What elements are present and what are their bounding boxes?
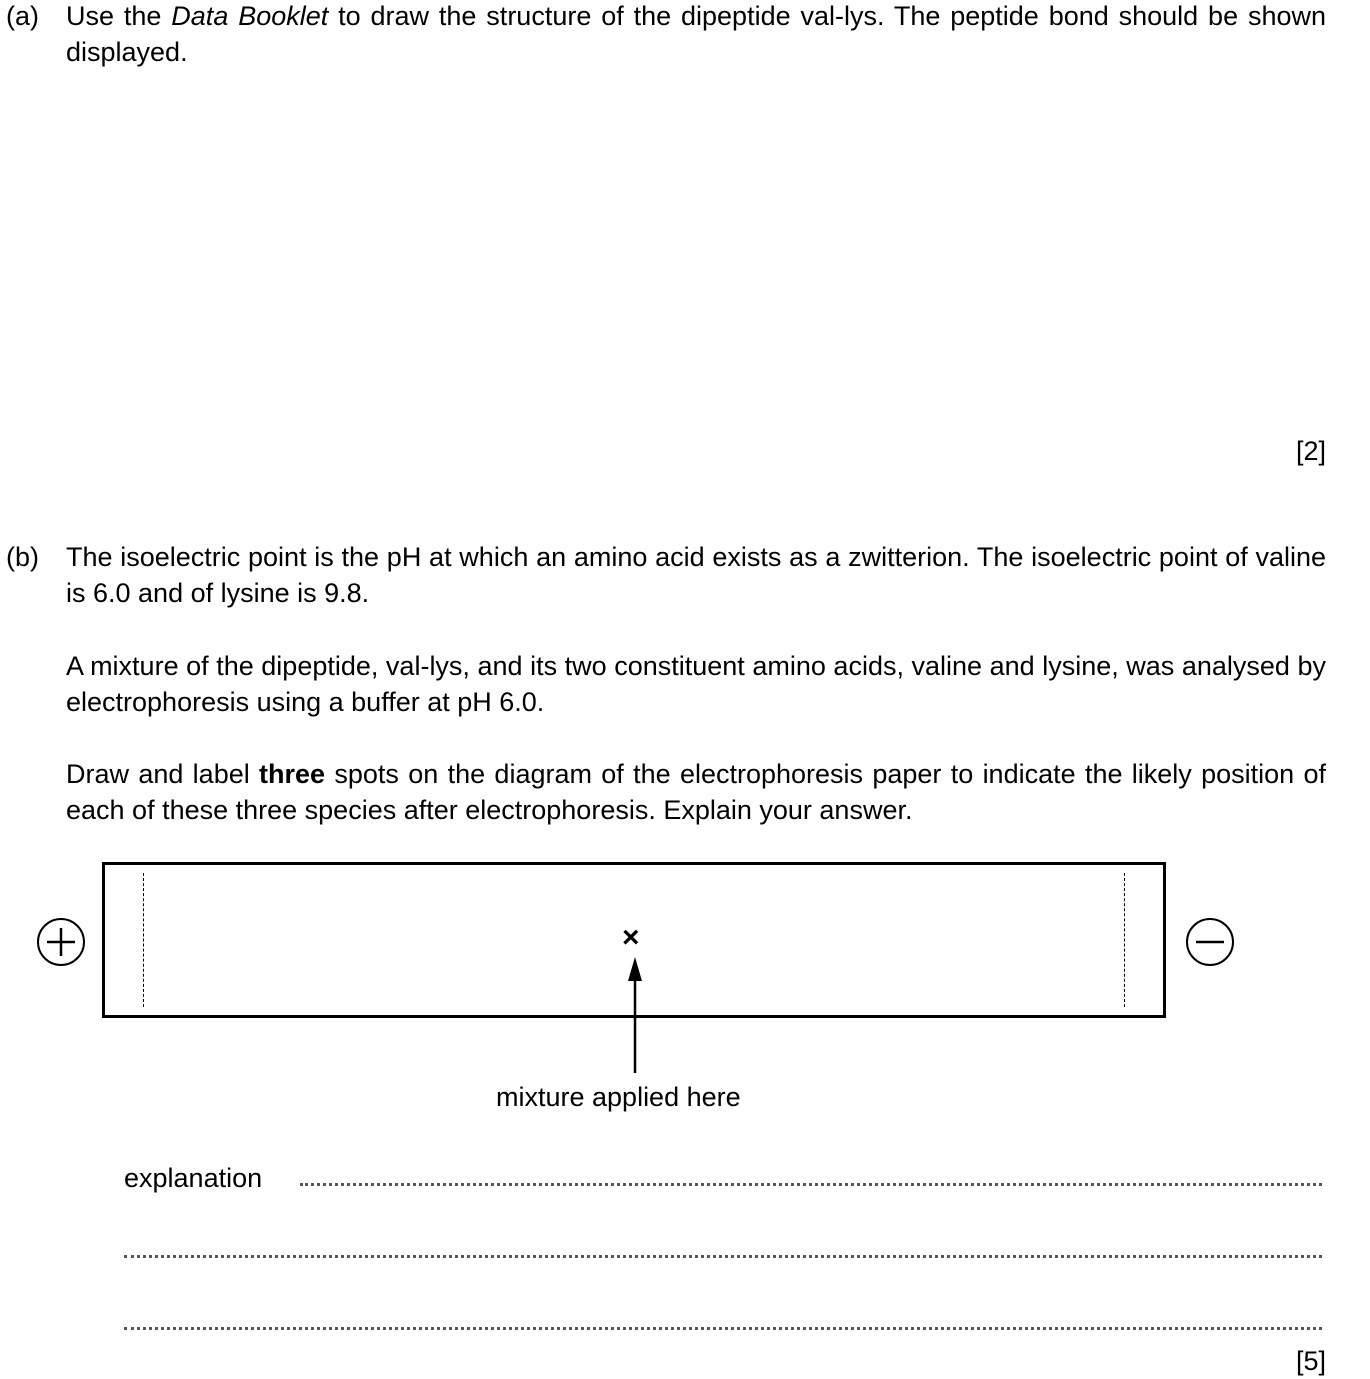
minus-icon — [1188, 920, 1232, 964]
part-a-text-end: to draw the structure of the dipeptide val-lys. The peptide bond should be shown displayed. — [66, 1, 1327, 67]
negative-electrode — [1186, 918, 1234, 966]
part-b-p3-start: Draw and label — [66, 759, 260, 789]
left-dashed-line — [143, 873, 144, 1007]
origin-mark: × — [622, 921, 640, 954]
positive-electrode — [37, 918, 85, 966]
arrow-up-icon — [620, 955, 650, 1075]
part-a-text-start: Use the — [66, 1, 172, 31]
arrow-label: mixture applied here — [496, 1082, 741, 1112]
answer-line-3[interactable] — [124, 1327, 1322, 1330]
three-emphasis: three — [259, 759, 326, 789]
part-a-answer-space[interactable] — [66, 80, 1326, 420]
part-b-paragraph-1: The isoelectric point is the pH at which an amino acid exists as a zwitterion. The isoelectric point of valine is 6.0 and of lysine is 9.8. — [66, 542, 1326, 608]
plus-icon — [39, 920, 83, 964]
answer-line-2[interactable] — [124, 1255, 1322, 1258]
part-b-label: (b) — [6, 542, 39, 572]
answer-line-1[interactable] — [300, 1183, 1322, 1186]
part-a-label: (a) — [6, 1, 39, 31]
part-a-question — [66, 0, 1326, 70]
part-b-paragraph-3 — [66, 756, 1326, 828]
data-booklet-reference: Data Booklet — [171, 1, 329, 31]
part-b-marks: [5] — [1295, 1346, 1326, 1376]
right-dashed-line — [1124, 873, 1125, 1007]
part-a-marks: [2] — [1295, 436, 1326, 466]
explanation-label: explanation — [124, 1163, 263, 1193]
part-b-p3-end: spots on the diagram of the electrophoresis paper to indicate the likely position of each of these three species after electrophoresis. Explain your answer. — [66, 759, 1327, 825]
part-b-paragraph-2: A mixture of the dipeptide, val-lys, and its two constituent amino acids, valine and lysine, was analysed by electrophoresis using a buffer at pH 6.0. — [66, 651, 1326, 717]
